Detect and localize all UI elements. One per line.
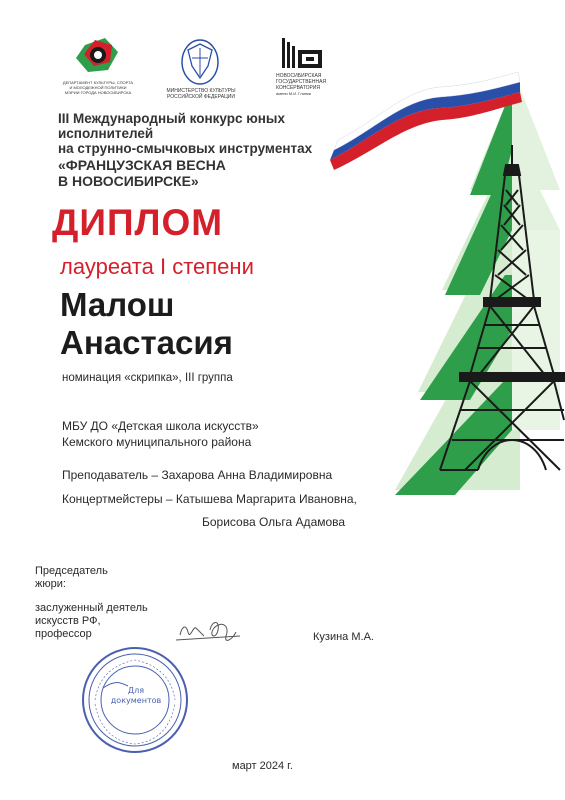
nomination: номинация «скрипка», III группа bbox=[62, 372, 233, 384]
accompanists: Концертмейстеры – Катышева Маргарита Ивановна, bbox=[62, 492, 357, 506]
conservatory-caption-line4: имени М.И. Глинки bbox=[276, 91, 312, 96]
jury-chair-line1: Председатель bbox=[35, 565, 108, 577]
school bbox=[62, 418, 259, 450]
diploma-title: ДИПЛОМ bbox=[52, 202, 224, 243]
diploma-degree: лауреата I степени bbox=[60, 254, 254, 279]
recipient-first-name: Анастасия bbox=[60, 324, 233, 361]
conservatory-caption-line2: ГОСУДАРСТВЕННАЯ bbox=[276, 79, 327, 85]
dept-caption-line3: МЭРИИ ГОРОДА НОВОСИБИРСКА bbox=[64, 90, 132, 95]
jury-title-line1: заслуженный деятель bbox=[35, 602, 148, 614]
ministry-caption-line1: МИНИСТЕРСТВО КУЛЬТУРЫ bbox=[166, 88, 236, 94]
recipient-surname: Малош bbox=[60, 286, 175, 323]
school-line2: Кемского муниципального района bbox=[62, 435, 252, 449]
school-line1: МБУ ДО «Детская школа искусств» bbox=[62, 419, 259, 433]
dept-logo-caption bbox=[62, 80, 134, 95]
dept-caption-line2: И МОЛОДЕЖНОЙ ПОЛИТИКИ bbox=[69, 85, 127, 90]
contest-title-line1: III Международный конкурс юных исполнителей bbox=[58, 111, 285, 141]
jury-chair-line2: жюри: bbox=[35, 578, 66, 590]
dept-logo-mark bbox=[76, 38, 118, 72]
jury-title bbox=[35, 602, 148, 641]
jury-name: Кузина М.А. bbox=[313, 631, 374, 643]
stamp-center-text bbox=[108, 686, 164, 706]
date: март 2024 г. bbox=[232, 760, 293, 772]
ministry-caption-line2: РОССИЙСКОЙ ФЕДЕРАЦИИ bbox=[167, 94, 235, 100]
ministry-caption bbox=[160, 88, 242, 100]
teacher: Преподаватель – Захарова Анна Владимировна bbox=[62, 468, 333, 482]
jury-title-line3: профессор bbox=[35, 628, 92, 640]
conservatory-caption-line1: НОВОСИБИРСКАЯ bbox=[276, 73, 322, 79]
stamp-text-line2: документов bbox=[110, 696, 162, 705]
ministry-emblem bbox=[182, 40, 218, 84]
conservatory-caption bbox=[276, 73, 340, 97]
contest-name-line1: «ФРАНЦУЗСКАЯ ВЕСНА bbox=[58, 157, 226, 173]
contest-title-line2: на струнно-смычковых инструментах bbox=[58, 141, 313, 156]
jury-title-line2: искусств РФ, bbox=[35, 615, 101, 627]
green-tree bbox=[395, 88, 560, 495]
stamp-text-line1: Для bbox=[127, 686, 145, 695]
signature bbox=[176, 623, 240, 641]
contest-name-line2: В НОВОСИБИРСКЕ» bbox=[58, 173, 199, 189]
recipient-name bbox=[60, 286, 233, 362]
conservatory-logo-mark bbox=[282, 38, 322, 68]
contest-name bbox=[58, 157, 318, 189]
conservatory-caption-line3: КОНСЕРВАТОРИЯ bbox=[276, 85, 321, 91]
accompanist-2: Борисова Ольга Адамова bbox=[202, 515, 346, 529]
contest-title bbox=[58, 111, 378, 156]
jury-chair-label bbox=[35, 565, 108, 591]
dept-caption-line1: ДЕПАРТАМЕНТ КУЛЬТУРЫ, СПОРТА bbox=[62, 80, 134, 85]
